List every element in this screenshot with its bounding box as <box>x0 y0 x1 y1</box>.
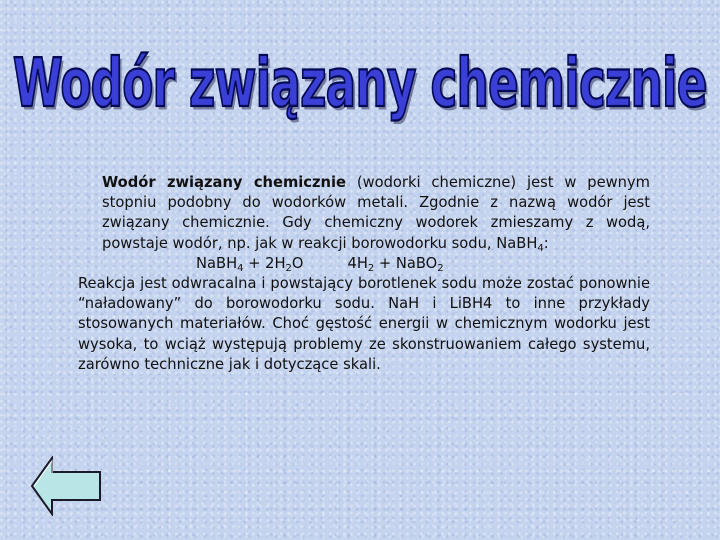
intro-text: (wodorki chemiczne) jest w pewnym stopniu podobny do wodorków metali. Zgodnie z nazwą wodór jest związany chemicznie. Gdy chemiczny wodorek zmieszamy z wodą, powstaje wodór, np. jak w reakcji borowodorku sodu, <box>102 174 650 252</box>
left-arrow-icon <box>30 456 102 516</box>
product-nabo-sub: 2 <box>437 262 444 274</box>
paragraph-details: Reakcja jest odwracalna i powstający borotlenek sodu może zostać ponownie “naładowany” do borowodorku sodu. NaH i LiBH4 to inne przykłady stosowanych materiałów. Choć gęstość energii w chemicznym wodorku jest wysoka, to wciąż występują problemy ze skonstruowaniem całego systemu, zarówno techniczne jak i dotyczące skali. <box>78 275 650 373</box>
intro-formula-sub: 4 <box>537 242 544 254</box>
reaction-products <box>347 254 443 274</box>
reactant-water-o: O <box>291 254 304 272</box>
intro-formula: NaBH <box>496 234 538 252</box>
intro-lead: Wodór związany chemicznie <box>102 174 346 191</box>
reaction-equation <box>78 254 650 274</box>
back-button[interactable] <box>30 456 102 516</box>
slide-body <box>78 173 650 375</box>
reaction-reactants <box>196 254 303 274</box>
product-h: 4H <box>347 254 368 272</box>
product-h-sub: 2 <box>367 262 375 274</box>
reaction-gap <box>303 254 347 274</box>
product-nabo: + NaBO <box>374 254 438 272</box>
slide-title <box>13 38 707 128</box>
reactant-water-sub: 2 <box>285 262 292 274</box>
slide-title-text: Wodór związany chemicznie <box>13 43 707 123</box>
reactant-nabh-sub: 4 <box>237 262 244 274</box>
reactant-water-h: + 2H <box>243 254 286 272</box>
intro-colon: : <box>543 234 549 252</box>
paragraph-intro <box>78 173 650 254</box>
reactant-nabh: NaBH <box>196 254 238 272</box>
